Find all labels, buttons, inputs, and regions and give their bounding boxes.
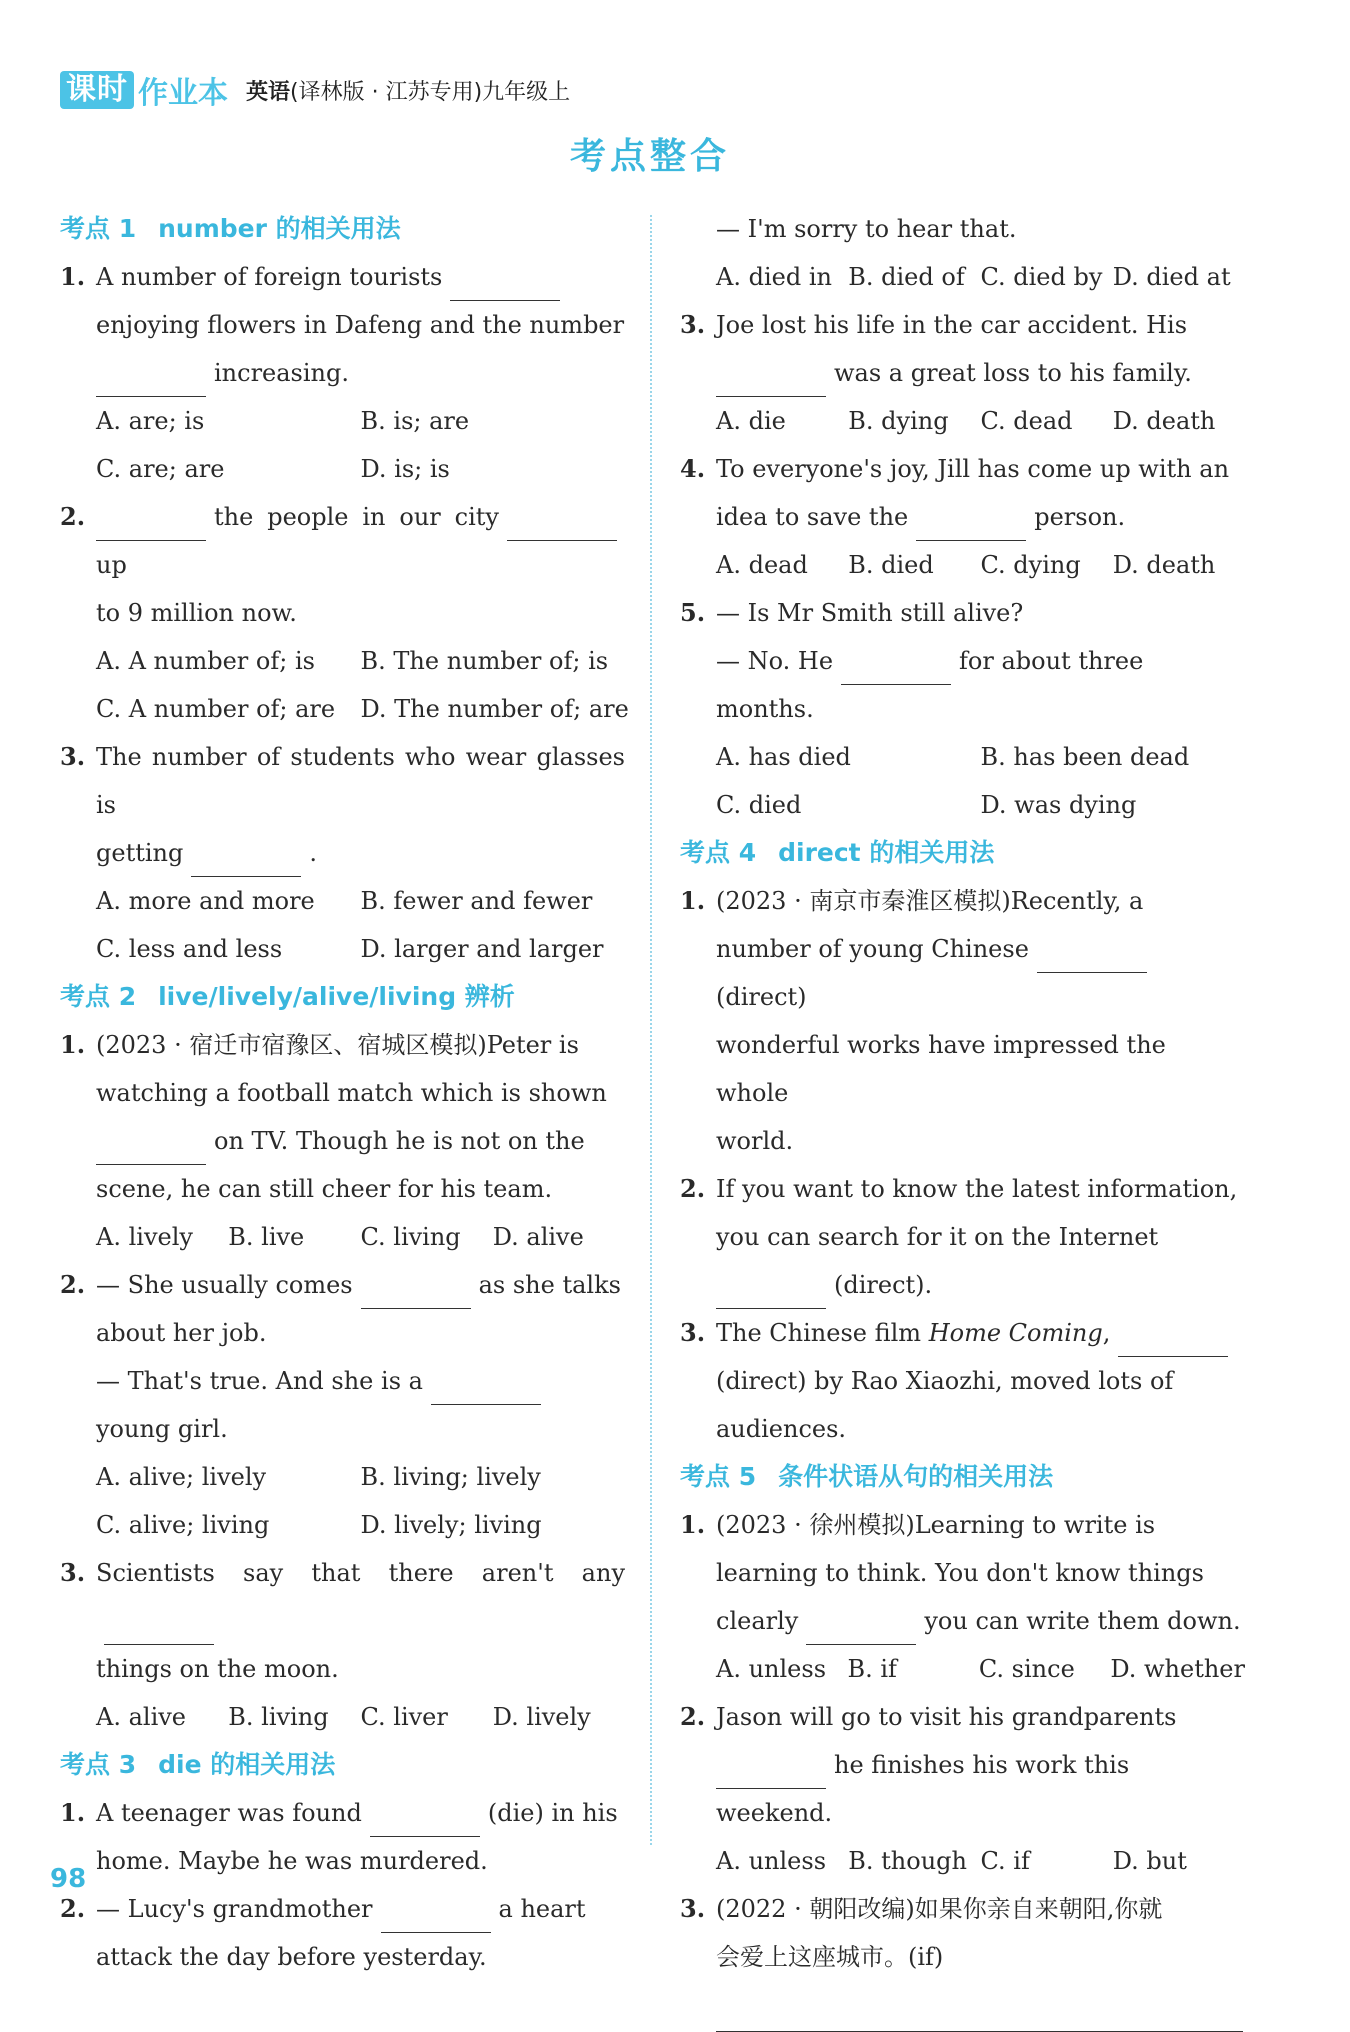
answer-blank[interactable] [507, 514, 617, 541]
answer-blank[interactable] [361, 1282, 471, 1309]
header [60, 68, 570, 112]
book-info: 英语(译林版 · 江苏专用)九年级上 [246, 79, 571, 105]
answer-blank[interactable] [450, 274, 560, 301]
options: A. has died B. has been dead [716, 743, 1190, 771]
answer-blank[interactable] [96, 1138, 206, 1165]
answer-blank[interactable] [381, 1906, 491, 1933]
options: A. unless B. though C. if D. but [716, 1847, 1187, 1875]
question: 2. — Lucy's grandmother a heart [60, 1885, 625, 1933]
options: A. alive; lively B. living; lively [96, 1463, 541, 1491]
answer-blank[interactable] [716, 370, 826, 397]
options: A. die B. dying C. dead D. death [716, 407, 1216, 435]
question: 3. The Chinese film Home Coming, [680, 1309, 1245, 1357]
options: A. dead B. died C. dying D. death [716, 551, 1216, 579]
section-heading: 考点 1 number 的相关用法 [60, 214, 401, 243]
section-heading: 考点 3 die 的相关用法 [60, 1750, 336, 1779]
answer-blank[interactable] [916, 514, 1026, 541]
page-title: 考点整合 [569, 135, 730, 177]
right-column: — I'm sorry to hear that. A. died in B. died of C. died by D. died at 3. Joe lost his life in the car accident. His was a great loss to his family. A. die B. dying C. dead D. death 4. To everyone's joy, Jill has come up with an idea to save the person. A. dead B. died C. dying D. death 5. — Is Mr Smith still alive? — No. He for about three months. A. has died B. has been dead C. died D. was dying 考点 4 direct 的相关用法 1. (2023 · 南京市秦淮区模拟)Recently, a number of young Chinese(direct) wonderful works have impressed the whole world. 2. If you want to know the latest information, you can search for it on the Internet (direct). 3. The Chinese film Home Coming, (direct) by Rao Xiaozhi, moved lots of audiences. 考点 5 条件状语从句的相关用法 1. (2023 · 徐州模拟)Learning to write is learning to think. You don't know things clearly you can write them down. A. unless B. if C. since D. whether 2. Jason will go to visit his grandparents he finishes his work this weekend. A. unless B. though C. if D. but 3. (2022 · 朝阳改编)如果你亲自来朝阳,你就 会爱上这座城市。(if) [680, 205, 1245, 2032]
question: 3. Joe lost his life in the car accident. His [680, 310, 1188, 339]
options: A. alive B. living C. liver D. lively [96, 1703, 591, 1731]
logo-suffix: 作业本 [138, 76, 228, 111]
question: 2. — She usually comes as she talks [60, 1261, 625, 1309]
options: C. less and less D. larger and larger [96, 935, 604, 963]
answer-blank[interactable] [370, 1810, 480, 1837]
answer-blank[interactable] [841, 658, 951, 685]
question: 4. To everyone's joy, Jill has come up with an [680, 454, 1230, 483]
answer-blank[interactable] [191, 850, 301, 877]
question: 1. A teenager was found (die) in his [60, 1789, 625, 1837]
options: A. A number of; is B. The number of; is [96, 647, 609, 675]
answer-blank[interactable] [806, 1618, 916, 1645]
left-column: 考点 1 number 的相关用法 1. A number of foreign tourists enjoying flowers in Dafeng and the number increasing. A. are; is B. is; are C. are; are D. is; is 2. the people in our cityup to 9 million now. A. A number of; is B. The number of; is C. A number of; are D. The number of; are 3. The number of students who wear glasses is getting . A. more and more B. fewer and fewer C. less and less D. larger and larger 考点 2 live/lively/alive/living 辨析 1. (2023 · 宿迁市宿豫区、宿城区模拟)Peter is watching a football match which is shown on TV. Though he is not on the scene, he can still cheer for his team. A. lively B. live C. living D. alive 2. — She usually comes as she talks about her job. — That's true. And she is a young girl. A. alive; lively B. living; lively C. alive; living D. lively; living 3. Scientists say that there aren't any things on the moon. A. alive B. living C. liver D. lively 考点 3 die 的相关用法 1. A teenager was found (die) in his home. Maybe he was murdered. 2. — Lucy's grandmother a heart attack the day before yesterday. [60, 205, 625, 1981]
answer-blank[interactable] [1037, 946, 1147, 973]
question: 3. (2022 · 朝阳改编)如果你亲自来朝阳,你就 [680, 1894, 1163, 1923]
answer-blank[interactable] [96, 514, 206, 541]
options: A. lively B. live C. living D. alive [96, 1223, 584, 1251]
options: A. are; is B. is; are [96, 407, 470, 435]
options: C. are; are D. is; is [96, 455, 450, 483]
options: A. more and more B. fewer and fewer [96, 887, 593, 915]
answer-blank[interactable] [431, 1378, 541, 1405]
question: 2. Jason will go to visit his grandparents [680, 1702, 1177, 1731]
options: C. alive; living D. lively; living [96, 1511, 542, 1539]
column-divider [650, 215, 652, 1845]
section-heading: 考点 2 live/lively/alive/living 辨析 [60, 982, 515, 1011]
options: C. A number of; are D. The number of; are [96, 695, 629, 723]
answer-blank[interactable] [1118, 1330, 1228, 1357]
question: 5. — Is Mr Smith still alive? [680, 598, 1024, 627]
page-number: 98 [50, 1864, 87, 1894]
question: 1. (2023 · 南京市秦淮区模拟)Recently, a [680, 886, 1144, 915]
answer-blank[interactable] [104, 1618, 214, 1645]
question: 1. (2023 · 徐州模拟)Learning to write is [680, 1510, 1156, 1539]
logo: 课时 [60, 71, 134, 109]
question: 1. A number of foreign tourists [60, 253, 625, 301]
question: 3. Scientists say that there aren't any [60, 1549, 625, 1645]
question: 2. the people in our cityup [60, 493, 625, 589]
section-heading: 考点 5 条件状语从句的相关用法 [680, 1462, 1054, 1491]
answer-line[interactable] [716, 2021, 1243, 2032]
options: A. unless B. if C. since D. whether [716, 1655, 1245, 1683]
question: 1. (2023 · 宿迁市宿豫区、宿城区模拟)Peter is [60, 1030, 579, 1059]
question: 2. If you want to know the latest information, [680, 1174, 1238, 1203]
section-heading: 考点 4 direct 的相关用法 [680, 838, 995, 867]
answer-blank[interactable] [716, 1282, 826, 1309]
answer-blank[interactable] [716, 1762, 826, 1789]
film-title: Home Coming [928, 1319, 1103, 1347]
answer-blank[interactable] [96, 370, 206, 397]
question: 3. The number of students who wear glasses is [60, 742, 625, 819]
options: A. died in B. died of C. died by D. died at [716, 263, 1231, 291]
options: C. died D. was dying [716, 791, 1137, 819]
